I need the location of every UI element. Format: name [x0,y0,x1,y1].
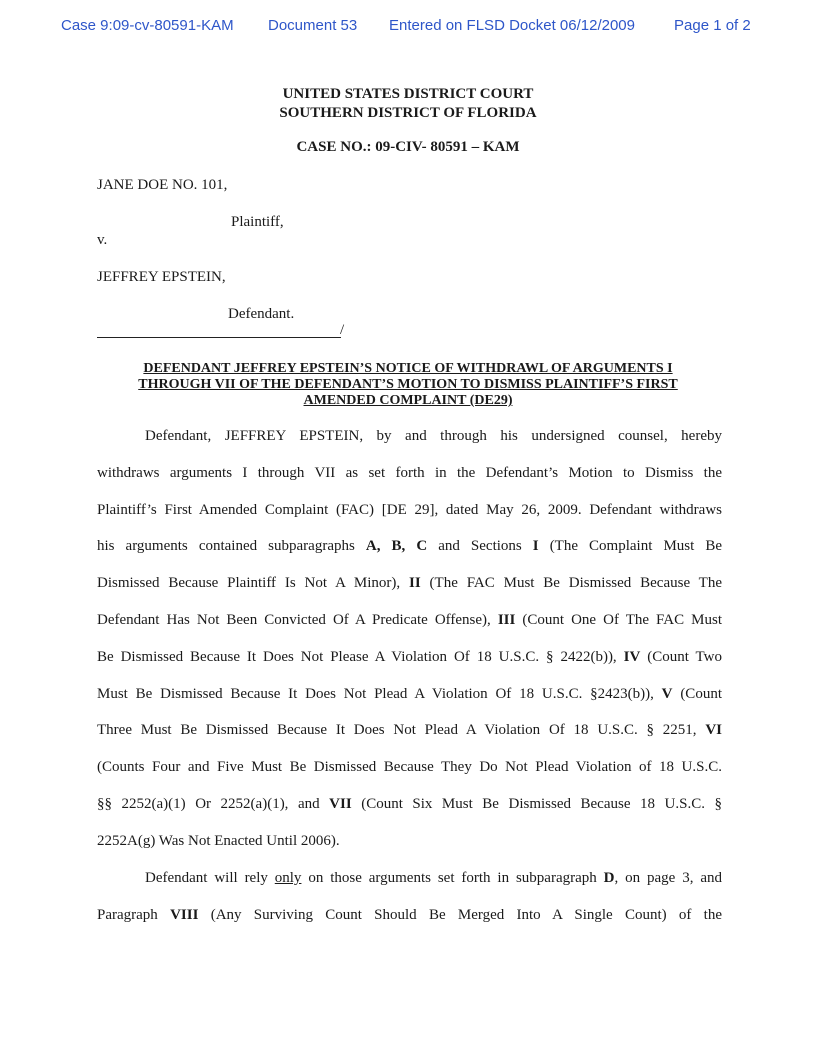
title-line-2: THROUGH VII OF THE DEFENDANT’S MOTION TO DISMISS PLAINTIFF’S FIRST [138,377,678,392]
court-name [0,85,816,123]
body-line: withdraws arguments I through VII as set forth in the Defendant’s Motion to Dismiss the [97,465,722,481]
body-line: Plaintiff’s First Amended Complaint (FAC) [DE 29], dated May 26, 2009. Defendant withdraws [97,502,722,518]
body-line: (Counts Four and Five Must Be Dismissed Because They Do Not Plead Violation of 18 U.S.C. [97,759,722,775]
body-line: Defendant will rely only on those arguments set forth in subparagraph D, on page 3, and [145,870,722,886]
body-line: Must Be Dismissed Because It Does Not Plead A Violation Of 18 U.S.C. §2423(b)), V (Count [97,686,722,702]
body-line: Three Must Be Dismissed Because It Does Not Plead A Violation Of 18 U.S.C. § 2251, VI [97,722,722,738]
body-line: §§ 2252(a)(1) Or 2252(a)(1), and VII (Count Six Must Be Dismissed Because 18 U.S.C. § [97,796,723,812]
document-title [100,361,716,409]
body-line: Defendant Has Not Been Convicted Of A Predicate Offense), III (Count One Of The FAC Must [97,612,723,628]
header-page-count: Page 1 of 2 [674,17,751,34]
versus: v. [97,232,108,248]
header-entered-date: Entered on FLSD Docket 06/12/2009 [389,17,635,34]
header-document-number: Document 53 [268,17,358,34]
court-line-2: SOUTHERN DISTRICT OF FLORIDA [279,105,537,121]
court-line-1: UNITED STATES DISTRICT COURT [282,86,534,102]
plaintiff-name: JANE DOE NO. 101, [97,177,228,193]
body-line: Paragraph VIII (Any Surviving Count Should Be Merged Into A Single Count) of the [97,907,722,923]
title-line-3: AMENDED COMPLAINT (DE29) [303,393,513,408]
defendant-name: JEFFREY EPSTEIN, [97,269,226,285]
title-line-1: DEFENDANT JEFFREY EPSTEIN’S NOTICE OF WITHDRAWL OF ARGUMENTS I [143,361,673,376]
case-number: CASE NO.: 09-CIV- 80591 – KAM [296,139,520,155]
body-line: Defendant, JEFFREY EPSTEIN, by and through his undersigned counsel, hereby [145,428,722,444]
plaintiff-role: Plaintiff, [231,214,284,230]
body-line: 2252A(g) Was Not Enacted Until 2006). [97,833,340,849]
body-line: his arguments contained subparagraphs A, B, C and Sections I (The Complaint Must Be [97,538,722,554]
caption-rule [97,337,341,338]
body-line: Be Dismissed Because It Does Not Please A Violation Of 18 U.S.C. § 2422(b)), IV (Count Two [97,649,722,665]
body-line: Dismissed Because Plaintiff Is Not A Minor), II (The FAC Must Be Dismissed Because The [97,575,723,591]
docket-header [0,17,816,39]
defendant-role: Defendant. [228,306,295,322]
header-case-number: Case 9:09-cv-80591-KAM [61,17,234,34]
caption-slash: / [340,322,345,338]
